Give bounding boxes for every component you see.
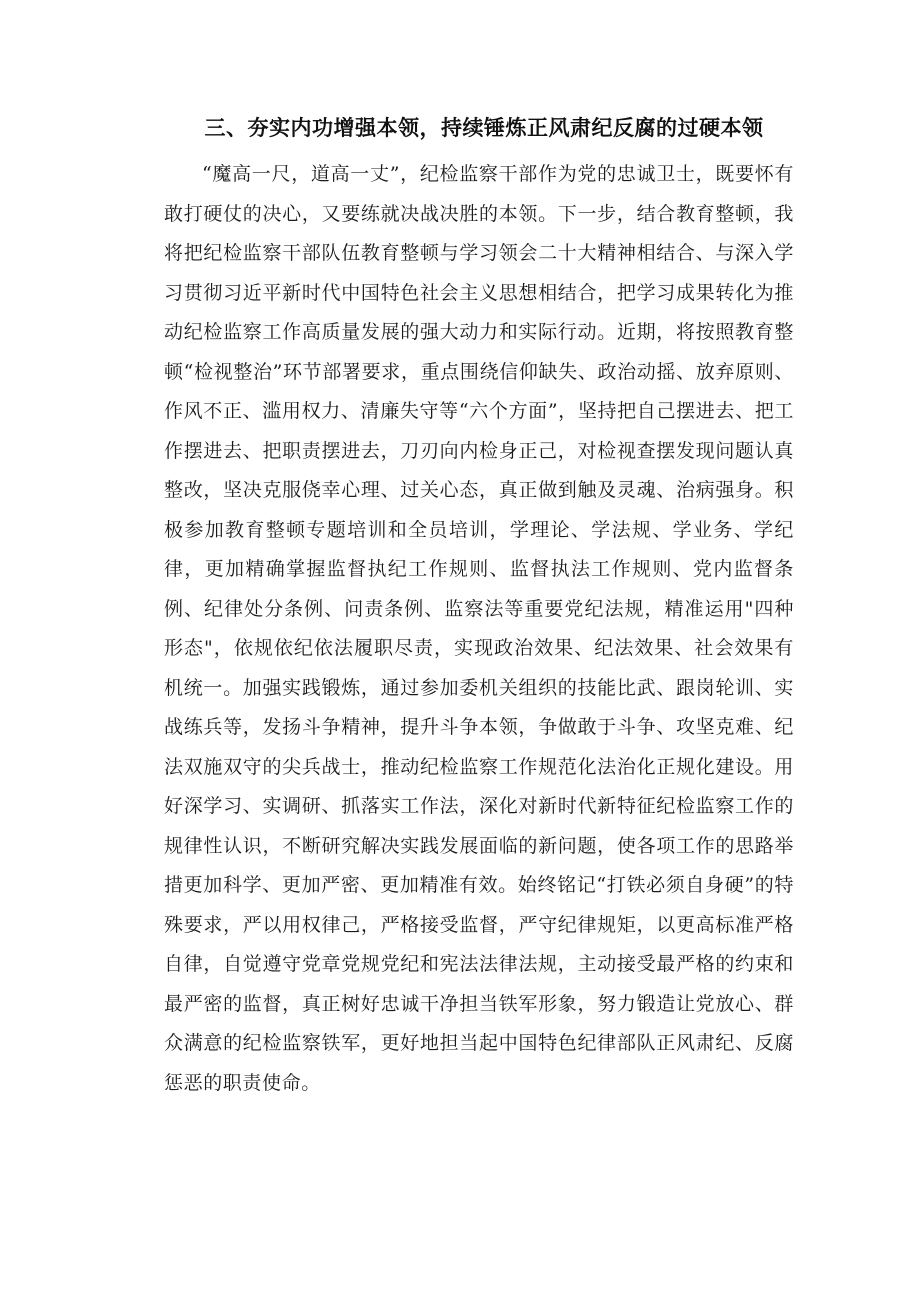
body-paragraph: “魔高一尺，道高一丈”，纪检监察干部作为党的忠诚卫士，既要怀有敢打硬仗的决心，又要练就决战决胜的本领。下一步，结合教育整顿，我将把纪检监察干部队伍教育整顿与学习领会二十大精神相结合、与深入学习贯彻习近平新时代中国特色社会主义思想相结合，把学习成果转化为推动纪检监察工作高质量发展的强大动力和实际行动。近期，将按照教育整顿“检视整治”环节部署要求，重点围绕信仰缺失、政治动摇、放弃原则、作风不正、滥用权力、清廉失守等“六个方面”，坚持把自己摆进去、把工作摆进去、把职责摆进去，刀刃向内检身正己，对检视查摆发现问题认真整改，坚决克服侥幸心理、过关心态，真正做到触及灵魂、治病强身。积极参加教育整顿专题培训和全员培训，学理论、学法规、学业务、学纪律，更加精确掌握监督执纪工作规则、监督执法工作规则、党内监督条例、纪律处分条例、问责条例、监察法等重要党纪法规，精准运用"四种形态"，依规依纪依法履职尽责，实现政治效果、纪法效果、社会效果有机统一。加强实践锻炼，通过参加委机关组织的技能比武、跟岗轮训、实战练兵等，发扬斗争精神，提升斗争本领，争做敢于斗争、攻坚克难、纪法双施双守的尖兵战士，推动纪检监察工作规范化法治化正规化建设。用好深学习、实调研、抓落实工作法，深化对新时代新特征纪检监察工作的规律性认识，不断研究解决实践发展面临的新问题，使各项工作的思路举措更加科学、更加严密、更加精准有效。始终铭记“打铁必须自身硬”的特殊要求，严以用权律己，严格接受监督，严守纪律规矩，以更高标准严格自律，自觉遵守党章党规党纪和宪法法律法规，主动接受最严格的约束和最严密的监督，真正树好忠诚干净担当铁军形象，努力锻造让党放心、群众满意的纪检监察铁军，更好地担当起中国特色纪律部队正风肃纪、反腐惩恶的职责使命。	[164, 163, 794, 1094]
section-heading: 三、夯实内功增强本领，持续锤炼正风肃纪反腐的过硬本领	[204, 116, 764, 140]
